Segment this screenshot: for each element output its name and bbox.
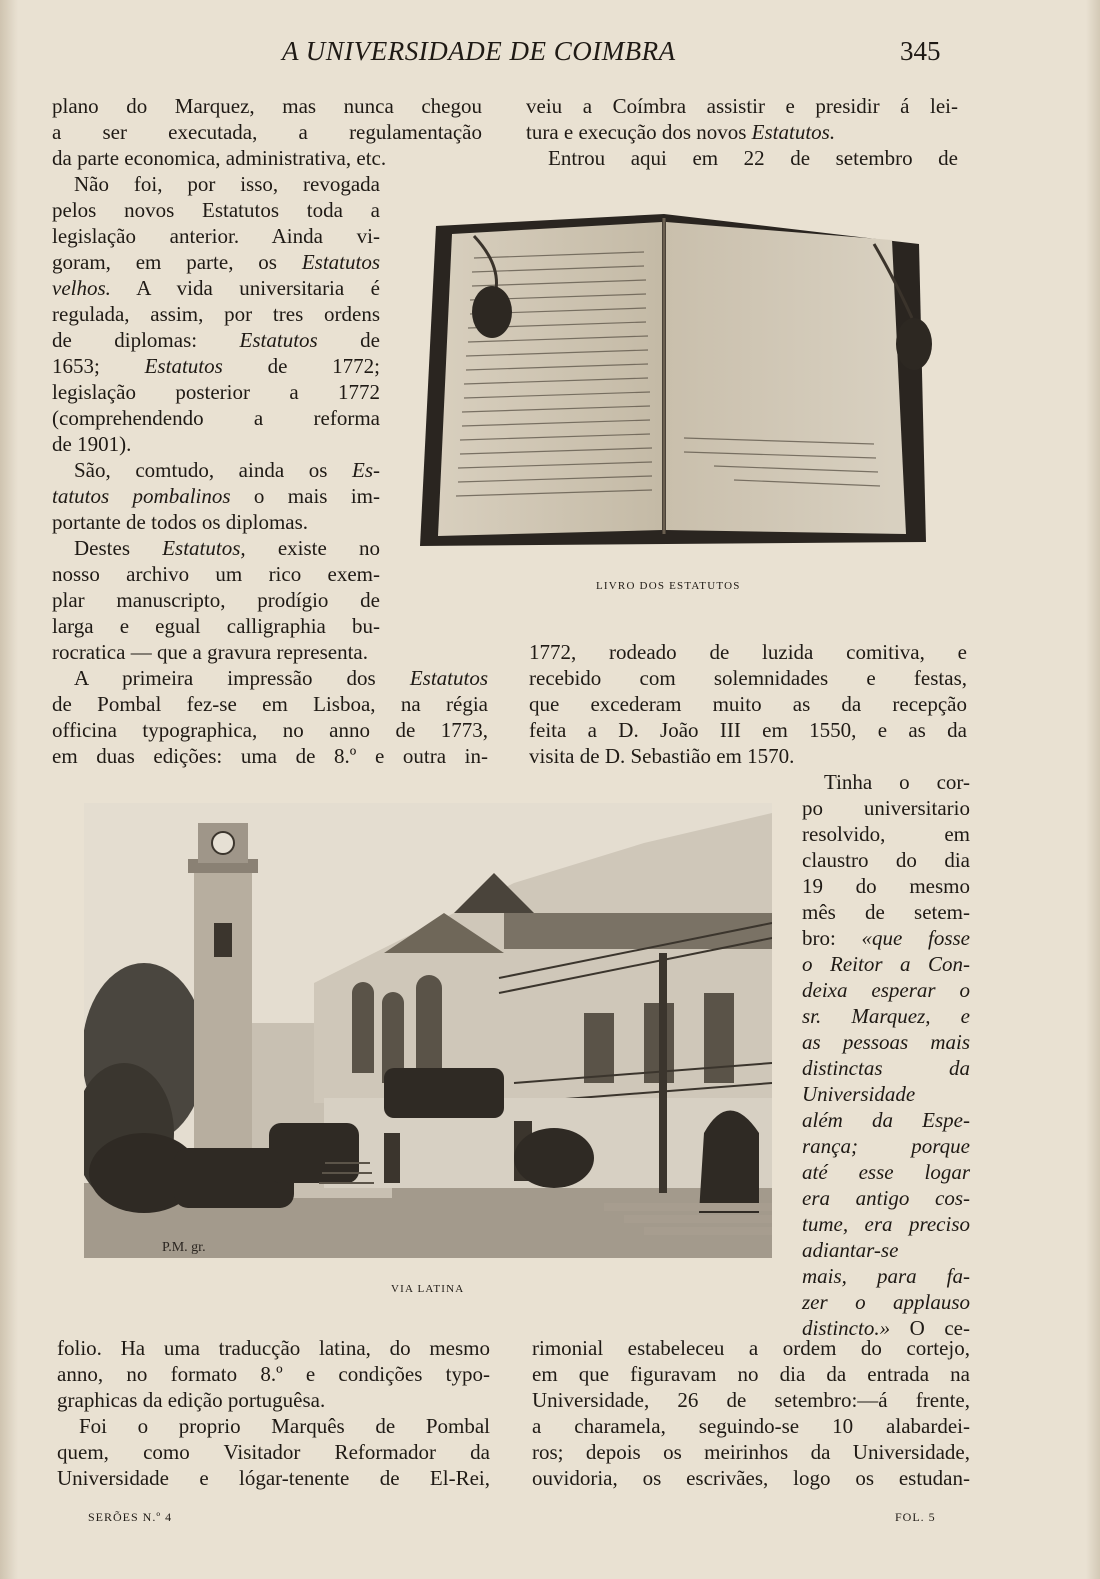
text-line: legislação anterior. Ainda vi- [52,224,380,248]
engraver-mark: P.M. gr. [162,1240,206,1255]
page-edge-right [1086,0,1100,1579]
page-edge-left [0,0,18,1579]
italic-run: o Reitor a Con- [802,952,970,976]
text-line [802,1029,970,1055]
text-line: 1772, rodeado de luzida comitiva, e [529,640,967,664]
text-line [802,925,970,951]
italic-run: Estatutos [301,250,380,274]
text-line: folio. Ha uma traducção latina, do mesmo [57,1336,490,1360]
text-line [802,1237,970,1263]
text-line [52,457,380,483]
italic-run: adiantar-se [802,1238,899,1262]
text-line [802,1133,970,1159]
text-line: Foi o proprio Marquês de Pombal [79,1414,490,1438]
text-line [802,1055,970,1081]
text-line: feita a D. João III em 1550, e as da [529,718,967,742]
text-run: o mais im- [230,484,380,508]
text-line [526,119,958,145]
italic-run: Universidade [802,1082,916,1106]
text-line [52,275,380,301]
italic-run: tume, era preciso [802,1212,970,1236]
left-column-bottom [57,1335,490,1491]
text-run: 1653; [52,354,145,378]
text-line: 19 do mesmo [802,874,970,898]
text-line: em duas edições: uma de 8.º e outra in- [52,744,488,768]
text-line: plano do Marquez, mas nunca chegou [52,94,482,118]
left-column-narrow [52,171,380,639]
text-line: mês de setem- [802,900,970,924]
text-line [802,977,970,1003]
italic-run: velhos. [52,276,111,300]
text-run: O ce- [890,1316,970,1340]
text-line [802,1159,970,1185]
italic-run: Estatutos. [751,120,836,144]
text-line [52,483,380,509]
text-line: plar manuscripto, prodígio de [52,588,380,612]
text-line: de 1901). [52,432,132,456]
text-line: visita de D. Sebastião em 1570. [529,744,795,768]
italic-run: além da Espe- [802,1108,970,1132]
right-column-top [526,93,958,171]
text-line: Universidade, 26 de setembro:—á frente, [532,1388,970,1412]
text-line: Tinha o cor- [824,770,970,794]
text-line [802,1107,970,1133]
italic-run: Estatutos [409,666,488,690]
text-line: resolvido, em [802,822,970,846]
page-number: 345 [900,36,941,66]
text-line [52,353,380,379]
text-line: Universidade e lógar-tenente de El-Rei, [57,1466,490,1490]
text-line [802,1185,970,1211]
italic-run: era antigo cos- [802,1186,970,1210]
right-column-bottom [532,1335,970,1491]
italic-run: zer o applauso [802,1290,970,1314]
text-line: recebido com solemnidades e festas, [529,666,967,690]
text-line: graphicas da edição portuguêsa. [57,1388,326,1412]
text-line: a ser executada, a regulamentação [52,120,482,144]
text-run: de 1772; [222,354,380,378]
text-line [802,1081,970,1107]
book-caption: LIVRO DOS ESTATUTOS [596,580,741,592]
italic-run: Estatutos [239,328,318,352]
italic-run: rança; porque [802,1134,970,1158]
text-line: rocratica — que a gravura representa. [52,640,368,664]
text-line: a charamela, seguindo-se 10 alabardei- [532,1414,970,1438]
text-run: A vida universitaria é [110,276,380,300]
text-line [802,951,970,977]
right-column-narrow [802,769,970,1341]
text-run: bro: [802,926,862,950]
text-line: anno, no formato 8.º e condições typo- [57,1362,490,1386]
left-column-mid [52,639,488,769]
text-line: ros; depois os meirinhos da Universidade, [532,1440,970,1464]
italic-run: Es- [352,458,380,482]
text-line: po universitario [802,796,970,820]
text-line [52,535,380,561]
text-line: regulada, assim, por tres ordens [52,302,380,326]
italic-run: tatutos pombalinos [52,484,231,508]
text-line [52,327,380,353]
text-run: de diplomas: [52,328,240,352]
italic-run: Estatutos, [162,536,246,560]
italic-run: deixa esperar o [802,978,970,1002]
italic-run: até esse logar [802,1160,970,1184]
text-run: tura e execução dos novos [526,120,752,144]
text-line: quem, como Visitador Reformador da [57,1440,490,1464]
italic-run: distincto.» [802,1316,891,1340]
text-line: de Pombal fez-se em Lisboa, na régia [52,692,488,716]
running-head: A UNIVERSIDADE DE COIMBRA [282,36,676,66]
via-latina-illustration [84,803,772,1258]
text-line [802,1003,970,1029]
via-latina-photo [84,803,772,1258]
footer-right: FOL. 5 [895,1510,936,1524]
text-line: officina typographica, no anno de 1773, [52,718,488,742]
italic-run: mais, para fa- [802,1264,970,1288]
text-line: legislação posterior a 1772 [52,380,380,404]
italic-run: as pessoas mais [802,1030,970,1054]
text-line: claustro do dia [802,848,970,872]
text-run: existe no [245,536,380,560]
text-line: rimonial estabeleceu a ordem do cortejo, [532,1336,970,1360]
text-line: (comprehendendo a reforma [52,406,380,430]
text-run: A primeira impressão dos [74,666,410,690]
via-latina-caption: VIA LATINA [391,1283,465,1295]
text-run: goram, em parte, os [52,250,302,274]
text-line: nosso archivo um rico exem- [52,562,380,586]
open-book-illustration [414,208,934,553]
right-column-mid [529,639,967,769]
text-line: em que figuravam no dia da entrada na [532,1362,970,1386]
text-line: Entrou aqui em 22 de setembro de [548,146,958,170]
italic-run: sr. Marquez, e [802,1004,970,1028]
book-of-statutes-photo [414,208,934,553]
italic-run: Estatutos [144,354,223,378]
text-run: Destes [74,536,163,560]
text-line: pelos novos Estatutos toda a [52,198,380,222]
text-line: da parte economica, administrativa, etc. [52,146,387,170]
text-line: portante de todos os diplomas. [52,510,309,534]
text-run: São, comtudo, ainda os [74,458,352,482]
text-line: veiu a Coímbra assistir e presidir á lei- [526,94,958,118]
text-line [802,1289,970,1315]
text-line [802,1211,970,1237]
text-line [802,1263,970,1289]
text-line: que excederam muito as da recepção [529,692,967,716]
text-line: larga e egual calligraphia bu- [52,614,380,638]
text-run: de [317,328,380,352]
footer-left: SERÕES N.º 4 [88,1510,173,1524]
left-column-top [52,93,482,171]
text-line: Não foi, por isso, revogada [74,172,380,196]
text-line: ouvidoria, os escrivães, logo os estudan- [532,1466,970,1490]
text-line [52,665,488,691]
italic-run: distinctas da [802,1056,970,1080]
italic-run: «que fosse [861,926,970,950]
text-line [52,249,380,275]
